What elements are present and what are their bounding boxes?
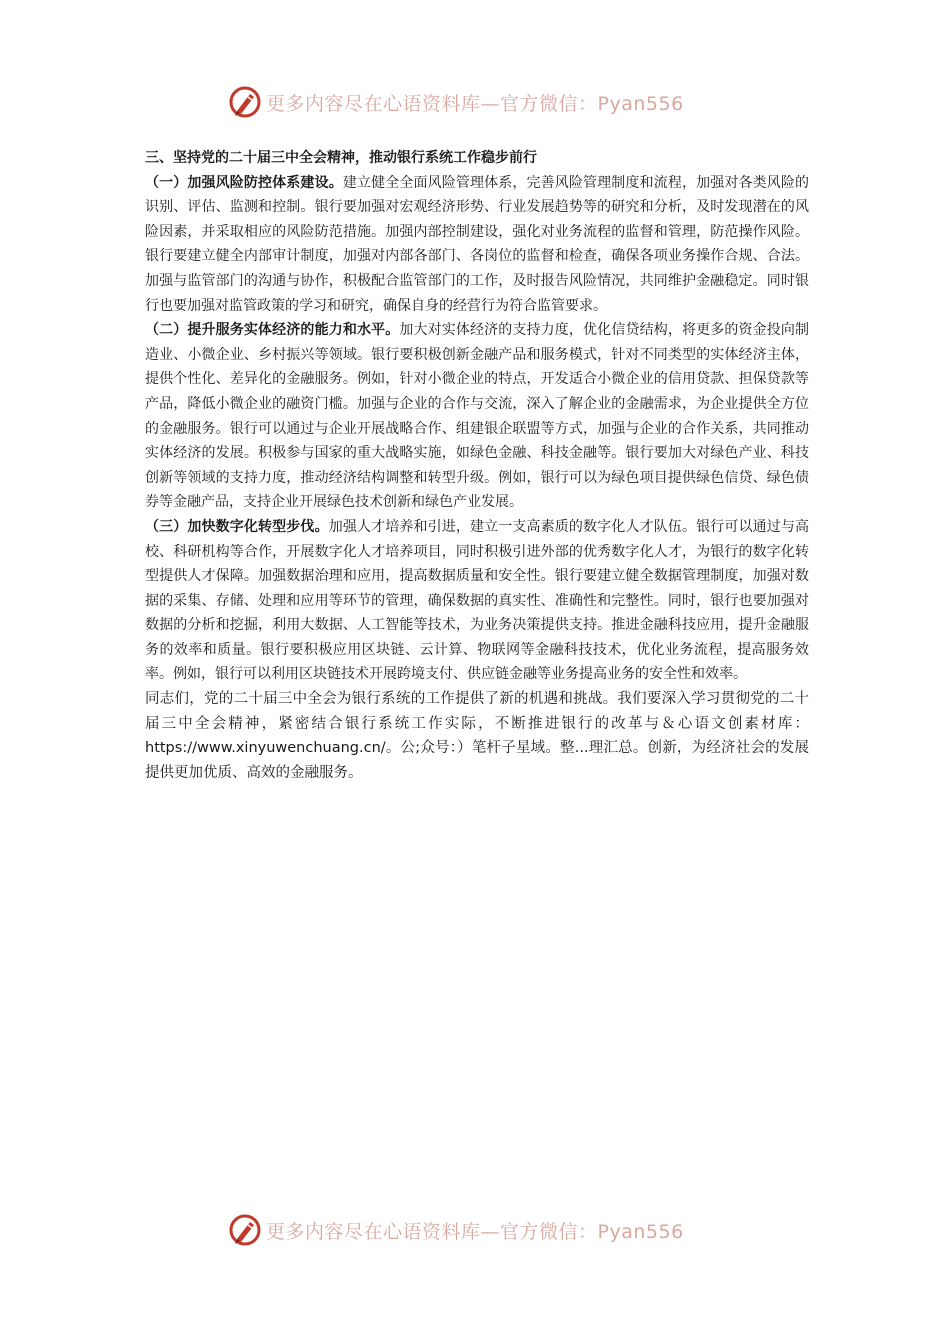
closing-paragraph: 同志们，党的二十届三中全会为银行系统的工作提供了新的机遇和挑战。我们要深入学习贯彻党的二十届三中全会精神，紧密结合银行系统工作实际，不断推进银行的改革与＆心语文创素材库：https://www.xinyuwenchuang.cn/。公;众号：）笔杆子星域。整...理汇总。创新，为经济社会的发展提供更加优质、高效的金融服务。 <box>145 691 809 781</box>
paragraph-risk-control <box>145 171 809 319</box>
banner-wechat-id: Pyan556 <box>597 92 684 115</box>
footer-watermark-banner <box>228 1212 748 1248</box>
subsection-title: （二）提升服务实体经济的能力和水平。 <box>145 322 400 339</box>
banner-wechat-id: Pyan556 <box>597 1220 684 1243</box>
banner-text: 更多内容尽在心语资料库—官方微信：Pyan556 <box>266 1220 684 1243</box>
paragraph-text: 加大对实体经济的支持力度，优化信贷结构，将更多的资金投向制造业、小微企业、乡村振兴等领域。银行要积极创新金融产品和服务模式，针对不同类型的实体经济主体，提供个性化、差异化的金融服务。例如，针对小微企业的特点，开发适合小微企业的信用贷款、担保贷款等产品，降低小微企业的融资门槛。加强与企业的合作与交流，深入了解企业的金融需求，为企业提供全方位的金融服务。银行可以通过与企业开展战略合作、组建银企联盟等方式，加强与企业的合作关系，共同推动实体经济的发展。积极参与国家的重大战略实施，如绿色金融、科技金融等。银行要加大对绿色产业、科技创新等领域的支持力度，推动经济结构调整和转型升级。例如，银行可以为绿色项目提供绿色信贷、绿色债券等金融产品，支持企业开展绿色技术创新和绿色产业发展。 <box>145 322 810 511</box>
paragraph-digital-transformation <box>145 515 809 687</box>
section-heading: 三、坚持党的二十届三中全会精神，推动银行系统工作稳步前行 <box>145 150 537 166</box>
pen-nib-logo-icon <box>228 1213 262 1247</box>
document-body <box>145 146 809 785</box>
subsection-title: （三）加快数字化转型步伐。 <box>145 518 329 535</box>
paragraph-real-economy <box>145 318 809 515</box>
banner-text: 更多内容尽在心语资料库—官方微信：Pyan556 <box>266 92 684 115</box>
paragraph-text: 建立健全全面风险管理体系，完善风险管理制度和流程，加强对各类风险的识别、评估、监测和控制。银行要加强对宏观经济形势、行业发展趋势等的研究和分析，及时发现潜在的风险因素，并采取相应的风险防范措施。加强内部控制建设，强化对业务流程的监督和管理，防范操作风险。银行要建立健全内部审计制度，加强对内部各部门、各岗位的监督和检查，确保各项业务操作合规、合法。加强与监管部门的沟通与协作，积极配合监管部门的工作，及时报告风险情况，共同维护金融稳定。同时银行也要加强对监管政策的学习和研究，确保自身的经营行为符合监管要求。 <box>145 174 810 314</box>
subsection-title: （一）加强风险防控体系建设。 <box>145 174 343 191</box>
paragraph-text: 加强人才培养和引进，建立一支高素质的数字化人才队伍。银行可以通过与高校、科研机构等合作，开展数字化人才培养项目，同时积极引进外部的优秀数字化人才，为银行的数字化转型提供人才保障。加强数据治理和应用，提高数据质量和安全性。银行要建立健全数据管理制度，加强对数据的采集、存储、处理和应用等环节的管理，确保数据的真实性、准确性和完整性。同时，银行也要加强对数据的分析和挖掘，利用大数据、人工智能等技术，为业务决策提供支持。推进金融科技应用，提升金融服务的效率和质量。银行要积极应用区块链、云计算、物联网等金融科技技术，优化业务流程，提高服务效率。例如，银行可以利用区块链技术开展跨境支付、供应链金融等业务提高业务的安全性和效率。 <box>145 518 810 683</box>
pen-nib-logo-icon <box>228 85 262 119</box>
header-watermark-banner <box>228 84 748 120</box>
